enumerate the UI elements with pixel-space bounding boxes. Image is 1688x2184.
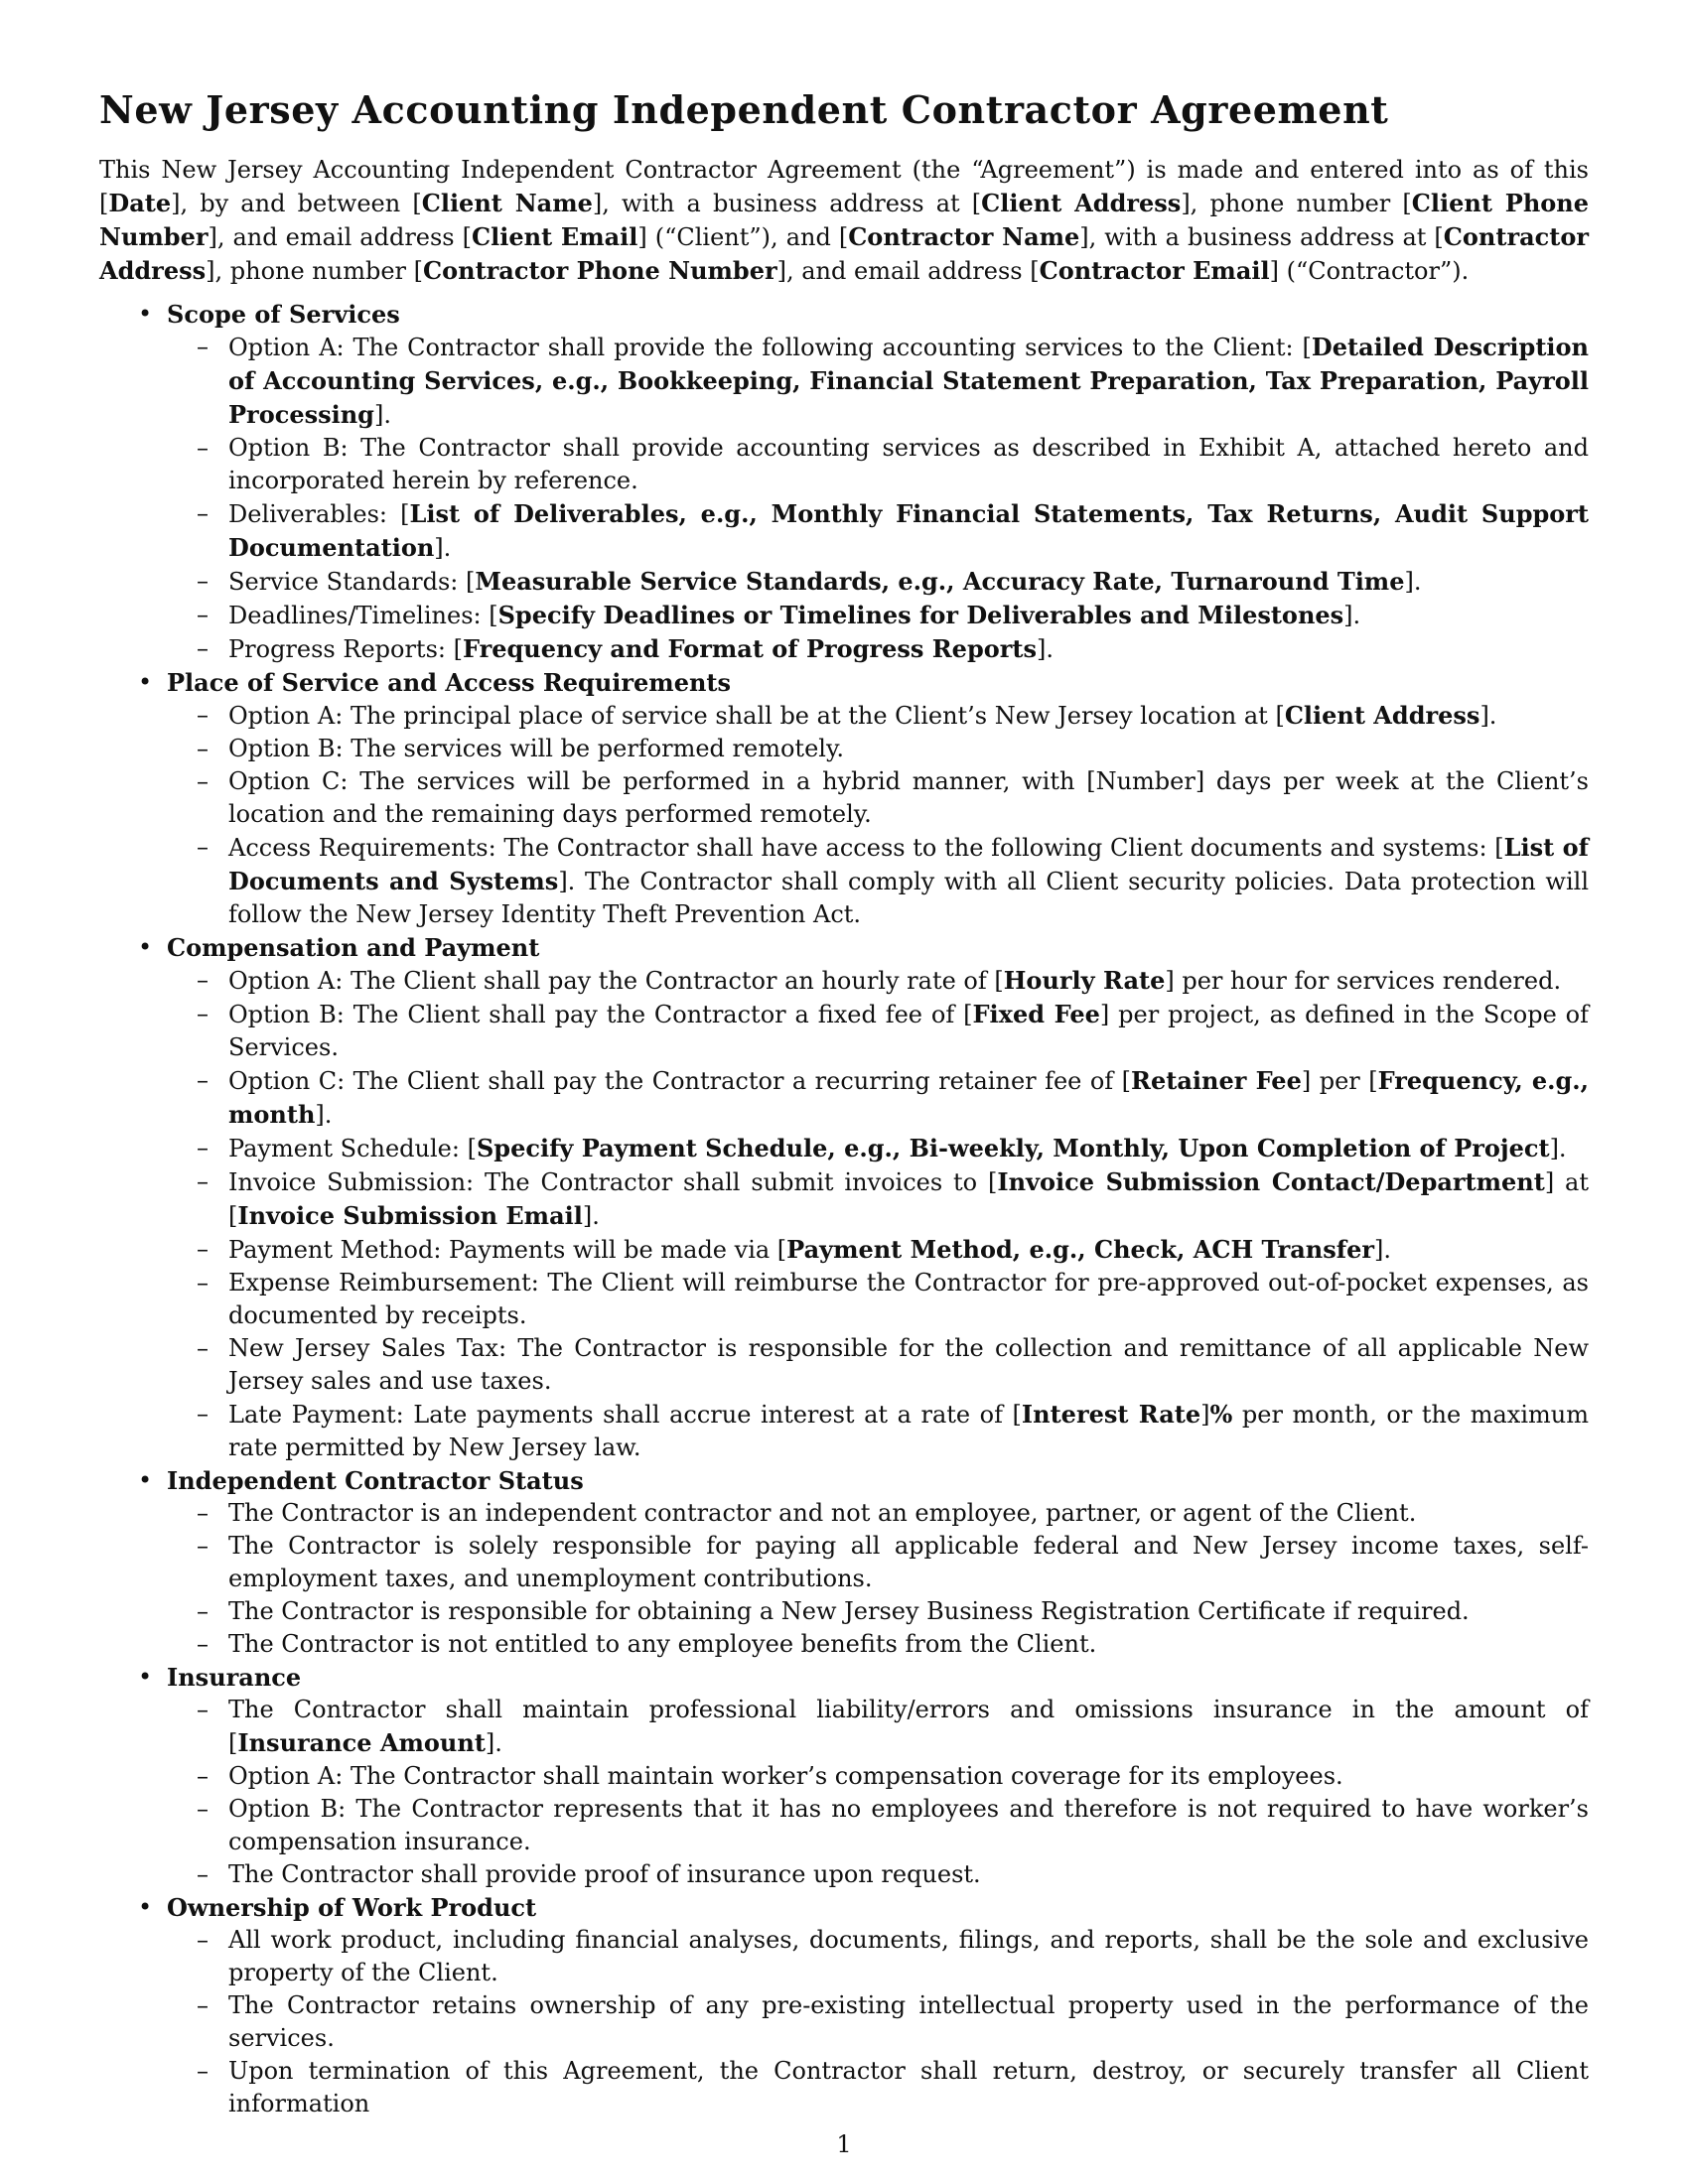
- placeholder-text: Payment Method, e.g., Check, ACH Transfer: [786, 1235, 1375, 1264]
- placeholder-text: Frequency and Format of Progress Reports: [462, 634, 1037, 663]
- placeholder-text: Interest Rate: [1021, 1400, 1201, 1429]
- text-segment: The Contractor is responsible for obtaining a New Jersey Business Registration Certificate if required.: [228, 1597, 1470, 1625]
- text-segment: ].: [485, 1729, 502, 1757]
- placeholder-text: Fixed Fee: [972, 1000, 1100, 1028]
- dash-bullet: –: [197, 1066, 209, 1094]
- dash-bullet: –: [197, 1532, 209, 1560]
- list-item: [99, 1165, 1589, 1233]
- text-segment: This New Jersey Accounting Independent Contractor Agreement (the “Agreement”) is made and entered into as of this [: [99, 156, 1589, 217]
- placeholder-text: %: [1209, 1400, 1233, 1429]
- placeholder-text: Contractor Email: [1039, 256, 1270, 285]
- section: [99, 931, 1589, 1464]
- list-item: [99, 964, 1589, 998]
- dash-bullet: –: [197, 1000, 209, 1027]
- text-segment: Invoice Submission: The Contractor shall submit invoices to [: [228, 1168, 998, 1196]
- text-segment: Option B: The Contractor represents that it has no employees and therefore is not required to have worker’s compensation insurance.: [228, 1795, 1589, 1855]
- placeholder-text: Contractor Name: [848, 222, 1080, 251]
- list-item: [99, 1267, 1589, 1332]
- list-item: [99, 1760, 1589, 1793]
- text-segment: All work product, including financial analyses, documents, filings, and reports, shall be the sole and exclusive property of the Client.: [228, 1926, 1589, 1986]
- dash-bullet: –: [197, 1269, 209, 1297]
- placeholder-text: Date: [108, 189, 172, 217]
- list-item: [99, 1793, 1589, 1858]
- placeholder-text: Invoice Submission Email: [237, 1201, 583, 1230]
- list-item: [99, 1398, 1589, 1464]
- dash-bullet: –: [197, 1860, 209, 1888]
- text-segment: ] per hour for services rendered.: [1165, 967, 1562, 995]
- section: [99, 298, 1589, 666]
- dash-bullet: –: [197, 434, 209, 462]
- dash-bullet: –: [197, 1696, 209, 1723]
- text-segment: ].: [434, 534, 452, 562]
- placeholder-text: Measurable Service Standards, e.g., Accuracy Rate, Turnaround Time: [475, 567, 1405, 596]
- text-segment: Option A: The Contractor shall maintain worker’s compensation coverage for its employees.: [228, 1762, 1343, 1790]
- section: [99, 1661, 1589, 1891]
- dash-bullet: –: [197, 1167, 209, 1195]
- list-item: [99, 998, 1589, 1064]
- dash-bullet: –: [197, 1795, 209, 1823]
- section-items: [99, 964, 1589, 1464]
- dash-bullet: –: [197, 966, 209, 994]
- placeholder-text: List of Documents and Systems: [228, 833, 1589, 895]
- dash-bullet: –: [197, 1334, 209, 1362]
- list-item: [99, 1233, 1589, 1267]
- dash-bullet: –: [197, 1400, 209, 1428]
- list-item: [99, 1497, 1589, 1530]
- text-segment: Payment Schedule: [: [228, 1135, 477, 1162]
- list-item: [99, 1530, 1589, 1595]
- placeholder-text: Hourly Rate: [1003, 966, 1166, 995]
- placeholder-text: Insurance Amount: [237, 1728, 486, 1757]
- text-segment: Deadlines/Timelines: [: [228, 602, 498, 629]
- document-page: [99, 87, 1589, 2120]
- section-items: [99, 1924, 1589, 2120]
- text-segment: ].: [1374, 1236, 1392, 1264]
- placeholder-text: Client Phone Number: [99, 189, 1590, 251]
- text-segment: ].: [1343, 602, 1361, 629]
- placeholder-text: Invoice Submission Contact/Department: [997, 1167, 1545, 1196]
- text-segment: Progress Reports: [: [228, 635, 463, 663]
- section-list: [99, 298, 1589, 2120]
- text-segment: Upon termination of this Agreement, the Contractor shall return, destroy, or securely transfer all Client information: [228, 2057, 1589, 2117]
- list-item: [99, 1132, 1589, 1165]
- list-item: [99, 765, 1589, 831]
- dash-bullet: –: [197, 1630, 209, 1658]
- text-segment: ] (“Client”), and [: [637, 223, 849, 251]
- text-segment: Option A: The Contractor shall provide the following accounting services to the Client: [: [228, 334, 1312, 361]
- dash-bullet: –: [197, 1991, 209, 2019]
- text-segment: Option C: The services will be performed in a hybrid manner, with [Number] days per week at the Client’s location and the remaining days performed remotely.: [228, 767, 1589, 828]
- text-segment: ].: [1549, 1135, 1567, 1162]
- text-segment: ]: [1200, 1401, 1210, 1429]
- text-segment: ], phone number [: [206, 257, 424, 285]
- text-segment: ].: [1404, 568, 1422, 596]
- section-title: • Compensation and Payment: [99, 931, 1589, 964]
- dash-bullet: –: [197, 2057, 209, 2085]
- text-segment: Option B: The Client shall pay the Contractor a fixed fee of [: [228, 1001, 973, 1028]
- text-segment: ], with a business address at [: [1079, 223, 1444, 251]
- text-segment: ] per project, as defined in the Scope of Services.: [228, 1001, 1590, 1061]
- section: [99, 1464, 1589, 1661]
- text-segment: Option A: The Client shall pay the Contractor an hourly rate of [: [228, 967, 1004, 995]
- text-segment: Option A: The principal place of service shall be at the Client’s New Jersey location at [: [228, 702, 1285, 730]
- list-item: [99, 1595, 1589, 1628]
- placeholder-text: Detailed Description of Accounting Services, e.g., Bookkeeping, Financial Statement Preparation, Tax Preparation, Payroll Processing: [228, 333, 1589, 429]
- dash-bullet: –: [197, 499, 209, 527]
- list-item: [99, 599, 1589, 632]
- section-title: • Insurance: [99, 1661, 1589, 1694]
- text-segment: ].: [1479, 702, 1497, 730]
- page-number: 1: [836, 2130, 852, 2158]
- list-item: [99, 831, 1589, 931]
- text-segment: ].: [373, 401, 391, 429]
- text-segment: ] per [: [1301, 1067, 1378, 1095]
- placeholder-text: Retainer Fee: [1131, 1066, 1302, 1095]
- list-item: [99, 2055, 1589, 2120]
- section: [99, 666, 1589, 931]
- text-segment: The Contractor is not entitled to any employee benefits from the Client.: [228, 1630, 1097, 1658]
- placeholder-text: Client Address: [1284, 701, 1480, 730]
- list-item: [99, 432, 1589, 497]
- text-segment: The Contractor is an independent contractor and not an employee, partner, or agent of the Client.: [228, 1499, 1417, 1527]
- placeholder-text: Contractor Address: [99, 222, 1589, 285]
- list-item: [99, 1989, 1589, 2055]
- text-segment: ], by and between [: [171, 190, 422, 217]
- section-title: • Independent Contractor Status: [99, 1464, 1589, 1497]
- text-segment: Option B: The Contractor shall provide accounting services as described in Exhibit A, attached hereto and incorporated herein by reference.: [228, 434, 1589, 494]
- list-item: [99, 1924, 1589, 1989]
- dash-bullet: –: [197, 567, 209, 595]
- dash-bullet: –: [197, 1499, 209, 1527]
- list-item: [99, 1694, 1589, 1760]
- placeholder-text: Client Name: [421, 189, 593, 217]
- dash-bullet: –: [197, 1762, 209, 1790]
- section-title: • Ownership of Work Product: [99, 1891, 1589, 1924]
- text-segment: New Jersey Sales Tax: The Contractor is responsible for the collection and remittance of all applicable New Jersey sales and use taxes.: [228, 1334, 1589, 1395]
- dash-bullet: –: [197, 1134, 209, 1161]
- text-segment: ]. The Contractor shall comply with all Client security policies. Data protection will follow the New Jersey Identity Theft Prevention Act.: [228, 868, 1589, 928]
- section: [99, 1891, 1589, 2120]
- list-item: [99, 497, 1589, 565]
- text-segment: ].: [1036, 635, 1054, 663]
- text-segment: Option B: The services will be performed remotely.: [228, 735, 844, 762]
- dash-bullet: –: [197, 735, 209, 762]
- section-items: [99, 1497, 1589, 1661]
- intro-paragraph: [99, 154, 1589, 288]
- text-segment: Late Payment: Late payments shall accrue interest at a rate of [: [228, 1401, 1022, 1429]
- text-segment: ], phone number [: [1181, 190, 1412, 217]
- text-segment: ].: [582, 1202, 600, 1230]
- dash-bullet: –: [197, 1926, 209, 1954]
- list-item: [99, 565, 1589, 599]
- list-item: [99, 699, 1589, 733]
- placeholder-text: Client Email: [472, 222, 638, 251]
- placeholder-text: Specify Payment Schedule, e.g., Bi-weekly, Monthly, Upon Completion of Project: [476, 1134, 1550, 1162]
- section-title: • Place of Service and Access Requirements: [99, 666, 1589, 699]
- text-segment: Payment Method: Payments will be made via [: [228, 1236, 787, 1264]
- dash-bullet: –: [197, 601, 209, 628]
- dash-bullet: –: [197, 833, 209, 861]
- list-item: [99, 1628, 1589, 1661]
- text-segment: ].: [315, 1101, 333, 1129]
- text-segment: The Contractor retains ownership of any pre-existing intellectual property used in the performance of the services.: [228, 1991, 1589, 2052]
- dash-bullet: –: [197, 1597, 209, 1625]
- text-segment: ] at [: [228, 1168, 1589, 1230]
- placeholder-text: Contractor Phone Number: [423, 256, 777, 285]
- text-segment: Deliverables: [: [228, 500, 410, 528]
- placeholder-text: List of Deliverables, e.g., Monthly Financial Statements, Tax Returns, Audit Support Documentation: [228, 499, 1589, 562]
- list-item: [99, 733, 1589, 765]
- text-segment: The Contractor is solely responsible for paying all applicable federal and New Jersey income taxes, self-employment taxes, and unemployment contributions.: [228, 1532, 1589, 1592]
- text-segment: ] (“Contractor”).: [1269, 257, 1470, 285]
- section-items: [99, 331, 1589, 666]
- text-segment: Access Requirements: The Contractor shall have access to the following Client documents and systems: [: [228, 834, 1504, 862]
- text-segment: ], and email address [: [776, 257, 1040, 285]
- text-segment: The Contractor shall provide proof of insurance upon request.: [228, 1860, 981, 1888]
- list-item: [99, 632, 1589, 666]
- list-item: [99, 1332, 1589, 1398]
- section-items: [99, 699, 1589, 931]
- list-item: [99, 331, 1589, 432]
- section-items: [99, 1694, 1589, 1891]
- text-segment: The Contractor shall maintain professional liability/errors and omissions insurance in the amount of [: [228, 1696, 1589, 1757]
- dash-bullet: –: [197, 701, 209, 729]
- section-title: • Scope of Services: [99, 298, 1589, 331]
- list-item: [99, 1858, 1589, 1891]
- text-segment: Option C: The Client shall pay the Contractor a recurring retainer fee of [: [228, 1067, 1132, 1095]
- text-segment: ], with a business address at [: [592, 190, 982, 217]
- text-segment: Expense Reimbursement: The Client will reimburse the Contractor for pre-approved out-of-pocket expenses, as documented by receipts.: [228, 1269, 1589, 1329]
- placeholder-text: Client Address: [981, 189, 1182, 217]
- dash-bullet: –: [197, 634, 209, 662]
- text-segment: ], and email address [: [208, 223, 473, 251]
- dash-bullet: –: [197, 333, 209, 360]
- placeholder-text: Specify Deadlines or Timelines for Deliverables and Milestones: [497, 601, 1344, 629]
- list-item: [99, 1064, 1589, 1132]
- placeholder-text: Frequency, e.g., month: [228, 1066, 1590, 1129]
- text-segment: per month, or the maximum rate permitted by New Jersey law.: [228, 1401, 1589, 1461]
- text-segment: Service Standards: [: [228, 568, 476, 596]
- dash-bullet: –: [197, 767, 209, 795]
- dash-bullet: –: [197, 1235, 209, 1263]
- document-title: New Jersey Accounting Independent Contractor Agreement: [99, 87, 1389, 132]
